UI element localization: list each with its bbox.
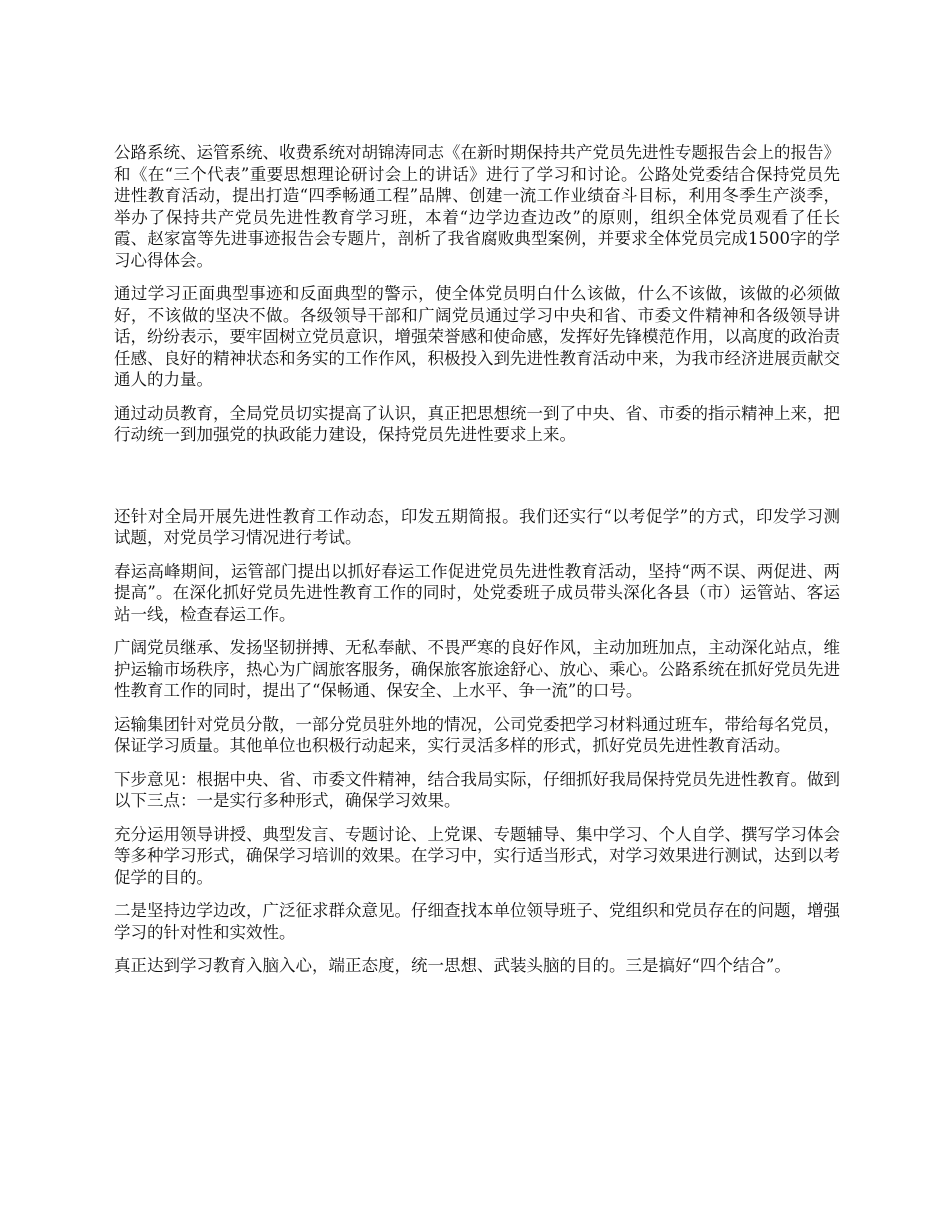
paragraph-spring-transport: 春运高峰期间，运管部门提出以抓好春运工作促进党员先进性教育活动，坚持“两不误、两促进、两提高”。在深化抓好党员先进性教育工作的同时，处党委班子成员带头深化各县（市）运管站、客运站一线，检查春运工作。: [114, 561, 840, 624]
paragraph-typical-examples: 通过学习正面典型事迹和反面典型的警示，使全体党员明白什么该做，什么不该做，该做的必须做好，不该做的坚决不做。各级领导干部和广阔党员通过学习中央和省、市委文件精神和各级领导讲话，纷纷表示，要牢固树立党员意识，增强荣誉感和使命感，发挥好先锋模范作用，以高度的政治责任感、良好的精神状态和务实的工作作风，积极投入到先进性教育活动中来，为我市经济进展贡献交通人的力量。: [114, 284, 840, 389]
paragraph-learn-and-correct: 二是坚持边学边改，广泛征求群众意见。仔细查找本单位领导班子、党组织和党员存在的问题，增强学习的针对性和实效性。: [114, 901, 840, 942]
paragraph-mobilization-education: 通过动员教育，全局党员切实提高了认识，真正把思想统一到了中央、省、市委的指示精神上来，把行动统一到加强党的执政能力建设，保持党员先进性要求上来。: [114, 403, 840, 444]
paragraph-transport-group: 运输集团针对党员分散，一部分党员驻外地的情况，公司党委把学习材料通过班车，带给每名党员，保证学习质量。其他单位也积极行动起来，实行灵活多样的形式，抓好党员先进性教育活动。: [114, 714, 840, 755]
paragraph-next-steps: 下步意见：根据中央、省、市委文件精神，结合我局实际，仔细抓好我局保持党员先进性教育。做到以下三点：一是实行多种形式，确保学习效果。: [114, 769, 840, 810]
paragraph-four-combinations: 真正达到学习教育入脑入心，端正态度，统一思想、武装头脑的目的。三是搞好“四个结合”。: [114, 956, 791, 975]
paragraph-study-forms: 充分运用领导讲授、典型发言、专题讨论、上党课、专题辅导、集中学习、个人自学、撰写学习体会等多种学习形式，确保学习培训的效果。在学习中，实行适当形式，对学习效果进行测试，达到以考促学的目的。: [114, 824, 840, 887]
document-page: [114, 142, 840, 989]
paragraph-briefings: 还针对全局开展先进性教育工作动态，印发五期简报。我们还实行“以考促学”的方式，印发学习测试题，对党员学习情况进行考试。: [114, 506, 840, 547]
section-spacer: [114, 458, 840, 506]
paragraph-work-style: 广阔党员继承、发扬坚韧拼搏、无私奉献、不畏严寒的良好作风，主动加班加点，主动深化站点，维护运输市场秩序，热心为广阔旅客服务，确保旅客旅途舒心、放心、乘心。公路系统在抓好党员先进性教育工作的同时，提出了“保畅通、保安全、上水平、争一流”的口号。: [114, 638, 840, 700]
paragraph-study-discussion: 公路系统、运管系统、收费系统对胡锦涛同志《在新时期保持共产党员先进性专题报告会上的报告》和《在“三个代表”重要思想理论研讨会上的讲话》进行了学习和讨论。公路处党委结合保持党员先进性教育活动，提出打造“四季畅通工程”品牌、创建一流工作业绩奋斗目标，利用冬季生产淡季，举办了保持共产党员先进性教育学习班，本着“边学边查边改”的原则，组织全体党员观看了任长霞、赵家富等先进事迹报告会专题片，剖析了我省腐败典型案例，并要求全体党员完成1500字的学习心得体会。: [114, 143, 840, 270]
